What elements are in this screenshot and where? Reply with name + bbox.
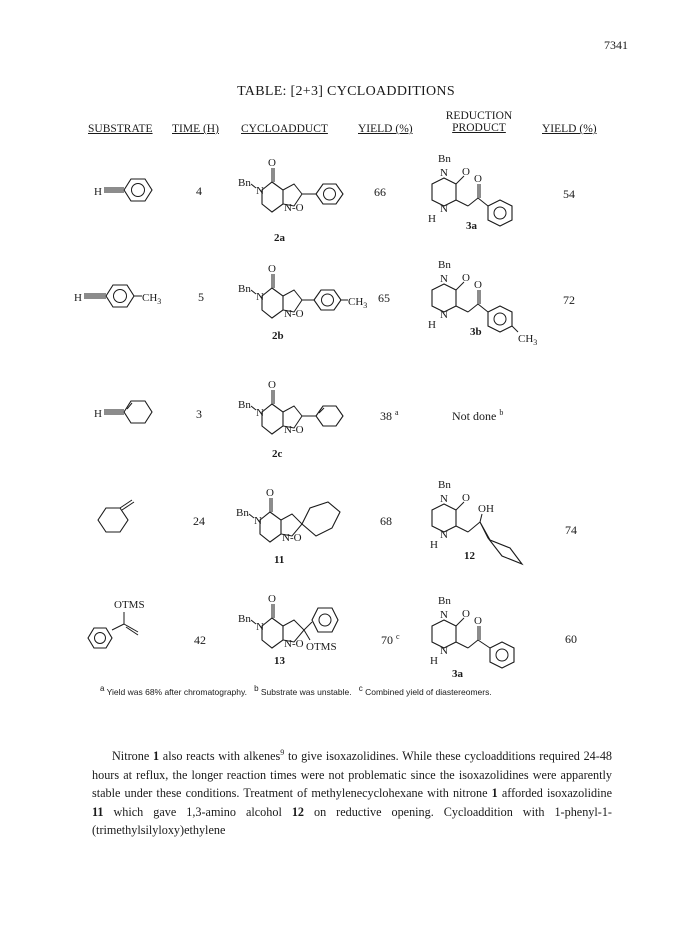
svg-text:N: N xyxy=(440,309,448,321)
svg-text:N: N xyxy=(256,407,264,419)
compound-label: 13 xyxy=(274,655,285,667)
not-done-text xyxy=(452,408,503,424)
footnote-mark: b xyxy=(499,408,504,417)
yield-value xyxy=(381,632,400,648)
svg-text:O: O xyxy=(268,593,276,605)
svg-text:N: N xyxy=(440,167,448,179)
svg-text:O: O xyxy=(268,157,276,169)
body-text xyxy=(92,744,612,840)
yield-value: 65 xyxy=(378,291,390,305)
svg-text:Bn: Bn xyxy=(438,479,451,491)
svg-text:N: N xyxy=(256,291,264,303)
svg-text:CH3: $CH_3$ xyxy=(348,296,368,310)
header-reduction-line1: REDUCTION xyxy=(445,110,513,122)
reduction-product-structure xyxy=(418,152,538,237)
header-substrate: SUBSTRATE xyxy=(88,123,153,135)
svg-text:O: O xyxy=(462,608,470,620)
svg-text:CH3: $CH_3$ xyxy=(518,333,538,347)
header-cycloadduct: CYCLOADDUCT xyxy=(241,123,328,135)
substrate-cyclohexenylacetylene xyxy=(94,398,164,433)
compound-label: 3a xyxy=(452,668,463,680)
not-done-label: Not done xyxy=(452,409,497,423)
reduction-product-structure xyxy=(418,594,538,684)
yield-value: 54 xyxy=(563,187,575,201)
substrate-phenylacetylene xyxy=(94,176,164,211)
footnote-a-mark: a xyxy=(100,684,105,693)
yield-value: 72 xyxy=(563,293,575,307)
compound-label: 2b xyxy=(272,330,284,342)
substrate-tolylacetylene xyxy=(74,282,174,317)
cycloadduct-structure xyxy=(230,488,360,563)
svg-text:Bn: Bn xyxy=(236,507,249,519)
svg-text:N-O: N-O xyxy=(282,532,302,544)
header-yield: YIELD (%) xyxy=(358,123,413,135)
cycloadduct-structure xyxy=(232,263,377,341)
svg-text:N: N xyxy=(440,609,448,621)
yield-value: 66 xyxy=(374,185,386,199)
svg-text:O: O xyxy=(462,272,470,284)
time-value: 24 xyxy=(193,514,205,528)
time-value: 4 xyxy=(196,184,202,198)
header-yield-2: YIELD (%) xyxy=(542,123,597,135)
compound-label: 12 xyxy=(464,550,475,562)
compound-label: 3b xyxy=(470,326,482,338)
page-number: 7341 xyxy=(604,38,628,52)
footnote-mark: a xyxy=(395,408,399,417)
svg-text:N: N xyxy=(256,185,264,197)
body-paragraph: Nitrone 1 also reacts with alkenes$^9$ to give isoxazolidines. While these cycloadditions required 24-48 hours at reflux, the longer reaction times were not problematic since the isoxazolidines were apparently stable under these conditions. Treatment of methylenecyclohexane with nitrone 1 afforded isoxazolidine 11 which gave 1,3-amino alcohol 12 on reductive opening. Cycloaddition with 1-phenyl-1-(trimethylsilyloxy)ethylene xyxy=(92,748,613,838)
svg-text:H: H xyxy=(94,408,102,420)
svg-text:OTMS: OTMS xyxy=(114,599,145,611)
svg-text:O: O xyxy=(268,379,276,391)
svg-text:O: O xyxy=(268,263,276,275)
svg-text:O: O xyxy=(266,487,274,499)
header-time: TIME (H) xyxy=(172,123,219,135)
cycloadduct-structure xyxy=(232,594,362,669)
time-value: 5 xyxy=(198,290,204,304)
svg-text:Bn: Bn xyxy=(238,177,251,189)
svg-text:Bn: Bn xyxy=(238,613,251,625)
yield-value: 60 xyxy=(565,632,577,646)
svg-text:N: N xyxy=(440,645,448,657)
svg-text:OTMS: OTMS xyxy=(306,641,337,653)
svg-text:O: O xyxy=(462,492,470,504)
yield-value: 68 xyxy=(380,514,392,528)
svg-text:H: H xyxy=(428,213,436,225)
svg-text:O: O xyxy=(474,279,482,291)
compound-label: 2c xyxy=(272,448,283,460)
svg-text:N-O: N-O xyxy=(284,424,304,436)
footnote-b-mark: b xyxy=(254,684,259,693)
svg-text:N-O: N-O xyxy=(284,202,304,214)
cycloadduct-structure xyxy=(232,380,357,455)
svg-text:N: N xyxy=(440,273,448,285)
svg-text:O: O xyxy=(462,166,470,178)
footnote-mark: c xyxy=(396,632,400,641)
svg-text:H: H xyxy=(74,292,82,304)
svg-text:N: N xyxy=(440,529,448,541)
svg-text:Bn: Bn xyxy=(438,595,451,607)
svg-text:Bn: Bn xyxy=(438,259,451,271)
svg-text:H: H xyxy=(428,319,436,331)
svg-text:H: H xyxy=(430,655,438,667)
svg-text:N: N xyxy=(254,515,262,527)
reduction-product-structure xyxy=(418,478,538,578)
svg-text:N: N xyxy=(440,493,448,505)
svg-text:N: N xyxy=(440,203,448,215)
footnote-b: Substrate was unstable. xyxy=(258,686,352,697)
svg-text:O: O xyxy=(474,173,482,185)
substrate-methylenecyclohexane xyxy=(92,496,152,551)
compound-label: 3a xyxy=(466,220,477,232)
svg-text:H: H xyxy=(94,186,102,198)
yield-value: 74 xyxy=(565,523,577,537)
substrate-silyl-enol-ether xyxy=(82,596,172,671)
yield-number: 70 xyxy=(381,633,393,647)
svg-text:Bn: Bn xyxy=(238,283,251,295)
yield-number: 38 xyxy=(380,409,392,423)
svg-text:N-O: N-O xyxy=(284,308,304,320)
svg-text:CH3: $CH_3$ xyxy=(142,292,162,306)
cycloadduct-structure xyxy=(232,158,357,233)
time-value: 3 xyxy=(196,407,202,421)
time-value: 42 xyxy=(194,633,206,647)
svg-text:N: N xyxy=(256,621,264,633)
footnote-c-mark: c xyxy=(358,684,363,693)
compound-label: 2a xyxy=(274,232,285,244)
svg-text:OH: OH xyxy=(478,503,494,515)
svg-text:N-O: N-O xyxy=(284,638,304,650)
header-reduction xyxy=(440,110,518,134)
compound-label: 11 xyxy=(274,554,285,566)
header-reduction-line2: PRODUCT xyxy=(452,122,506,134)
table-title: TABLE: [2+3] CYCLOADDITIONS xyxy=(237,84,455,99)
yield-value xyxy=(380,408,399,424)
svg-text:H: H xyxy=(430,539,438,551)
svg-text:Bn: Bn xyxy=(438,153,451,165)
footnote-c: Combined yield of diastereomers. xyxy=(362,686,492,697)
table-footnotes xyxy=(100,684,492,697)
footnote-a: Yield was 68% after chromatography. xyxy=(104,686,247,697)
svg-text:Bn: Bn xyxy=(238,399,251,411)
reduction-product-structure xyxy=(418,258,558,353)
svg-text:O: O xyxy=(474,615,482,627)
